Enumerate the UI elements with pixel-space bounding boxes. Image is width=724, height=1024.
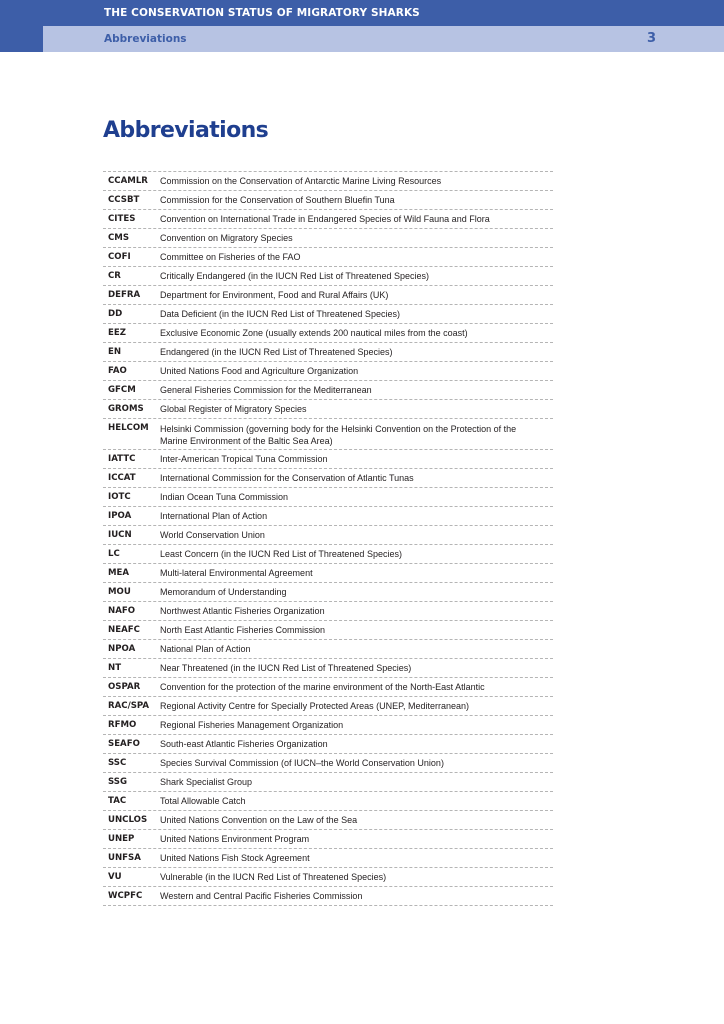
table-row bbox=[103, 716, 553, 735]
abbreviation-definition: United Nations Environment Program bbox=[160, 834, 310, 844]
table-row bbox=[103, 868, 553, 887]
abbreviation-term: CITES bbox=[108, 214, 136, 224]
abbreviation-definition: Total Allowable Catch bbox=[160, 796, 246, 806]
abbreviation-definition: North East Atlantic Fisheries Commission bbox=[160, 625, 326, 635]
table-row bbox=[103, 172, 553, 191]
abbreviation-definition: Species Survival Commission (of IUCN–the World Conservation Union) bbox=[160, 758, 444, 768]
abbreviation-term: UNCLOS bbox=[108, 815, 148, 825]
abbreviation-term: TAC bbox=[108, 796, 127, 806]
abbreviation-term: IATTC bbox=[108, 454, 136, 464]
abbreviation-definition: International Commission for the Conservation of Atlantic Tunas bbox=[160, 473, 414, 483]
table-row bbox=[103, 583, 553, 602]
abbreviation-term: ICCAT bbox=[108, 473, 136, 483]
abbreviation-term: NPOA bbox=[108, 644, 136, 654]
abbreviation-definition: Global Register of Migratory Species bbox=[160, 404, 307, 414]
table-row bbox=[103, 887, 553, 906]
table-row bbox=[103, 381, 553, 400]
table-row bbox=[103, 286, 553, 305]
abbreviation-definition: Commission on the Conservation of Antarctic Marine Living Resources bbox=[160, 176, 442, 186]
abbreviation-definition: Western and Central Pacific Fisheries Commission bbox=[160, 891, 363, 901]
abbreviation-definition: Regional Fisheries Management Organization bbox=[160, 720, 344, 730]
abbreviation-definition: Helsinki Commission (governing body for the Helsinki Convention on the Protection of the Marine Environment of the Baltic Sea Area) bbox=[160, 424, 517, 446]
abbreviation-definition: Shark Specialist Group bbox=[160, 777, 253, 787]
abbreviation-definition: Convention on International Trade in Endangered Species of Wild Fauna and Flora bbox=[160, 214, 490, 224]
abbreviation-term: SSG bbox=[108, 777, 128, 787]
table-row bbox=[103, 419, 553, 450]
table-row bbox=[103, 191, 553, 210]
abbreviation-term: CCSBT bbox=[108, 195, 140, 205]
page-title: Abbreviations bbox=[103, 118, 269, 143]
abbreviation-term: MOU bbox=[108, 587, 131, 597]
table-row bbox=[103, 545, 553, 564]
abbreviation-definition: Data Deficient (in the IUCN Red List of Threatened Species) bbox=[160, 309, 400, 319]
running-header-title: THE CONSERVATION STATUS OF MIGRATORY SHARKS bbox=[104, 7, 420, 19]
abbreviation-definition: Least Concern (in the IUCN Red List of Threatened Species) bbox=[160, 549, 402, 559]
abbreviation-definition: United Nations Convention on the Law of the Sea bbox=[160, 815, 358, 825]
abbreviation-term: UNFSA bbox=[108, 853, 141, 863]
abbreviation-term: CCAMLR bbox=[108, 176, 148, 186]
abbreviation-term: MEA bbox=[108, 568, 130, 578]
abbreviation-definition: Multi-lateral Environmental Agreement bbox=[160, 568, 313, 578]
table-row bbox=[103, 400, 553, 419]
table-row bbox=[103, 792, 553, 811]
table-row bbox=[103, 849, 553, 868]
abbreviation-term: IUCN bbox=[108, 530, 132, 540]
abbreviation-term: EN bbox=[108, 347, 122, 357]
table-row bbox=[103, 659, 553, 678]
table-row bbox=[103, 697, 553, 716]
abbreviation-term: DD bbox=[108, 309, 123, 319]
abbreviation-definition: Endangered (in the IUCN Red List of Threatened Species) bbox=[160, 347, 393, 357]
table-row bbox=[103, 621, 553, 640]
abbreviation-definition: Near Threatened (in the IUCN Red List of Threatened Species) bbox=[160, 663, 412, 673]
abbreviation-term: VU bbox=[108, 872, 122, 882]
abbreviation-term: WCPFC bbox=[108, 891, 143, 901]
table-row bbox=[103, 267, 553, 286]
abbreviation-definition: United Nations Food and Agriculture Organization bbox=[160, 366, 359, 376]
abbreviations-table bbox=[103, 171, 553, 906]
table-row bbox=[103, 564, 553, 583]
table-row bbox=[103, 811, 553, 830]
abbreviation-definition: Memorandum of Understanding bbox=[160, 587, 287, 597]
table-row bbox=[103, 362, 553, 381]
table-row bbox=[103, 210, 553, 229]
table-row bbox=[103, 602, 553, 621]
abbreviation-definition: Critically Endangered (in the IUCN Red List of Threatened Species) bbox=[160, 271, 429, 281]
abbreviation-definition: General Fisheries Commission for the Mediterranean bbox=[160, 385, 372, 395]
table-row bbox=[103, 305, 553, 324]
header-accent-block bbox=[0, 0, 43, 52]
abbreviation-definition: National Plan of Action bbox=[160, 644, 251, 654]
abbreviation-term: IOTC bbox=[108, 492, 131, 502]
table-row bbox=[103, 526, 553, 545]
table-row bbox=[103, 678, 553, 697]
abbreviation-definition: Commission for the Conservation of Southern Bluefin Tuna bbox=[160, 195, 395, 205]
abbreviation-term: FAO bbox=[108, 366, 127, 376]
table-row bbox=[103, 488, 553, 507]
abbreviation-term: NEAFC bbox=[108, 625, 140, 635]
abbreviation-term: LC bbox=[108, 549, 120, 559]
abbreviation-definition: Convention on Migratory Species bbox=[160, 233, 293, 243]
abbreviation-definition: South-east Atlantic Fisheries Organization bbox=[160, 739, 328, 749]
abbreviation-definition: Northwest Atlantic Fisheries Organization bbox=[160, 606, 325, 616]
abbreviation-definition: International Plan of Action bbox=[160, 511, 268, 521]
abbreviation-term: EEZ bbox=[108, 328, 126, 338]
abbreviation-term: OSPAR bbox=[108, 682, 141, 692]
abbreviation-definition: Indian Ocean Tuna Commission bbox=[160, 492, 289, 502]
abbreviation-term: IPOA bbox=[108, 511, 132, 521]
table-row bbox=[103, 343, 553, 362]
abbreviation-term: CR bbox=[108, 271, 121, 281]
table-row bbox=[103, 324, 553, 343]
abbreviation-term: GROMS bbox=[108, 404, 144, 414]
abbreviation-definition: United Nations Fish Stock Agreement bbox=[160, 853, 310, 863]
abbreviation-term: RAC/SPA bbox=[108, 701, 150, 711]
abbreviation-definition: Regional Activity Centre for Specially Protected Areas (UNEP, Mediterranean) bbox=[160, 701, 469, 711]
abbreviation-term: SEAFO bbox=[108, 739, 140, 749]
table-row bbox=[103, 248, 553, 267]
abbreviation-term: NAFO bbox=[108, 606, 136, 616]
table-row bbox=[103, 754, 553, 773]
abbreviation-definition: Committee on Fisheries of the FAO bbox=[160, 252, 301, 262]
abbreviation-definition: Exclusive Economic Zone (usually extends 200 nautical miles from the coast) bbox=[160, 328, 468, 338]
abbreviation-definition: World Conservation Union bbox=[160, 530, 265, 540]
abbreviation-term: COFI bbox=[108, 252, 131, 262]
abbreviation-term: SSC bbox=[108, 758, 127, 768]
table-row bbox=[103, 735, 553, 754]
abbreviation-definition: Department for Environment, Food and Rural Affairs (UK) bbox=[160, 290, 389, 300]
abbreviation-definition: Convention for the protection of the marine environment of the North-East Atlantic bbox=[160, 682, 485, 692]
abbreviation-term: NT bbox=[108, 663, 122, 673]
abbreviation-term: DEFRA bbox=[108, 290, 141, 300]
running-header-section: Abbreviations bbox=[104, 33, 187, 45]
abbreviation-term: CMS bbox=[108, 233, 130, 243]
abbreviation-term: GFCM bbox=[108, 385, 136, 395]
table-row bbox=[103, 450, 553, 469]
page-number: 3 bbox=[647, 31, 657, 46]
table-row bbox=[103, 640, 553, 659]
abbreviation-term: HELCOM bbox=[108, 423, 149, 433]
table-row bbox=[103, 830, 553, 849]
table-row bbox=[103, 469, 553, 488]
table-row bbox=[103, 773, 553, 792]
abbreviation-term: UNEP bbox=[108, 834, 135, 844]
table-row bbox=[103, 507, 553, 526]
abbreviation-definition: Inter-American Tropical Tuna Commission bbox=[160, 454, 328, 464]
abbreviation-definition: Vulnerable (in the IUCN Red List of Threatened Species) bbox=[160, 872, 387, 882]
table-row bbox=[103, 229, 553, 248]
abbreviation-term: RFMO bbox=[108, 720, 137, 730]
